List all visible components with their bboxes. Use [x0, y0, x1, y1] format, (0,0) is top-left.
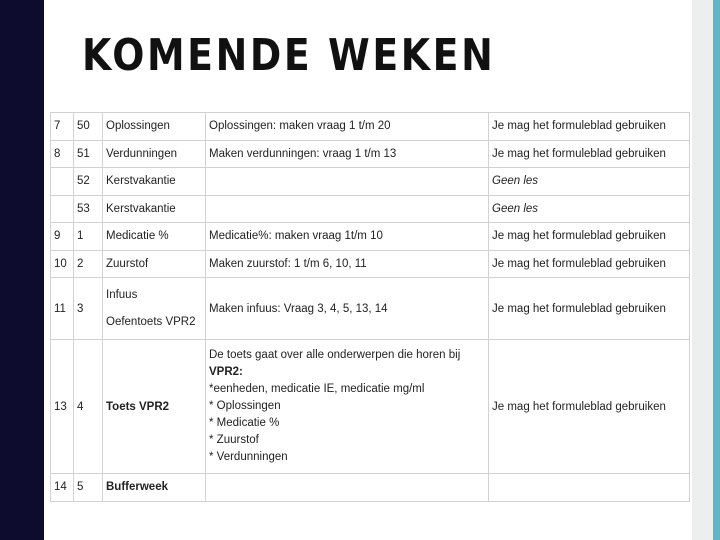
cell-week: 3	[74, 278, 103, 340]
cell-note: Je mag het formuleblad gebruiken	[489, 223, 690, 251]
cell-week: 4	[74, 340, 103, 474]
cell-week: 51	[74, 140, 103, 168]
table-row	[51, 195, 690, 223]
table-row	[51, 168, 690, 196]
left-decorative-band	[0, 0, 44, 540]
cell-task: Oplossingen: maken vraag 1 t/m 20	[206, 113, 489, 141]
cell-topic: Kerstvakantie	[103, 195, 206, 223]
cell-task	[206, 195, 489, 223]
cell-lesson-number	[51, 195, 74, 223]
cell-note: Geen les	[489, 168, 690, 196]
cell-topic: Verdunningen	[103, 140, 206, 168]
cell-week: 53	[74, 195, 103, 223]
cell-topic: Oplossingen	[103, 113, 206, 141]
cell-note: Je mag het formuleblad gebruiken	[489, 140, 690, 168]
schedule-table-image	[50, 112, 690, 494]
right-accent-bar	[713, 0, 720, 540]
cell-lesson-number: 14	[51, 474, 74, 502]
cell-task: Medicatie%: maken vraag 1t/m 10	[206, 223, 489, 251]
cell-task: Maken infuus: Vraag 3, 4, 5, 13, 14	[206, 278, 489, 340]
table-row	[51, 113, 690, 141]
cell-topic: Bufferweek	[103, 474, 206, 502]
cell-note: Geen les	[489, 195, 690, 223]
table-row	[51, 250, 690, 278]
table-row	[51, 223, 690, 251]
cell-task: Maken zuurstof: 1 t/m 6, 10, 11	[206, 250, 489, 278]
cell-note: Je mag het formuleblad gebruiken	[489, 340, 690, 474]
cell-task	[206, 474, 489, 502]
table-row	[51, 340, 690, 474]
cell-task	[206, 168, 489, 196]
cell-note: Je mag het formuleblad gebruiken	[489, 250, 690, 278]
cell-week: 1	[74, 223, 103, 251]
cell-lesson-number	[51, 168, 74, 196]
cell-topic	[103, 278, 206, 340]
task-line: VPR2:	[209, 366, 243, 378]
cell-topic: Toets VPR2	[103, 340, 206, 474]
task-line: * Medicatie %	[209, 417, 280, 429]
cell-lesson-number: 11	[51, 278, 74, 340]
cell-topic: Kerstvakantie	[103, 168, 206, 196]
table-row	[51, 474, 690, 502]
task-line: * Zuurstof	[209, 434, 259, 446]
table-row	[51, 278, 690, 340]
cell-note: Je mag het formuleblad gebruiken	[489, 278, 690, 340]
cell-lesson-number: 8	[51, 140, 74, 168]
cell-topic: Zuurstof	[103, 250, 206, 278]
cell-lesson-number: 9	[51, 223, 74, 251]
cell-lesson-number: 7	[51, 113, 74, 141]
cell-week: 50	[74, 113, 103, 141]
task-line: De toets gaat over alle onderwerpen die horen bij	[209, 349, 461, 361]
cell-lesson-number: 10	[51, 250, 74, 278]
topic-line: Oefentoets VPR2	[106, 315, 196, 328]
cell-topic: Medicatie %	[103, 223, 206, 251]
cell-note: Je mag het formuleblad gebruiken	[489, 113, 690, 141]
cell-task	[206, 340, 489, 474]
task-line: *eenheden, medicatie IE, medicatie mg/ml	[209, 383, 425, 395]
table-row	[51, 140, 690, 168]
schedule-table	[50, 112, 690, 502]
cell-week: 2	[74, 250, 103, 278]
cell-note	[489, 474, 690, 502]
cell-week: 5	[74, 474, 103, 502]
task-line: * Verdunningen	[209, 451, 288, 463]
topic-line: Infuus	[106, 288, 138, 301]
cell-lesson-number: 13	[51, 340, 74, 474]
task-line: * Oplossingen	[209, 400, 281, 412]
cell-task: Maken verdunningen: vraag 1 t/m 13	[206, 140, 489, 168]
slide-title: KOMENDE WEKEN	[82, 30, 496, 81]
cell-week: 52	[74, 168, 103, 196]
